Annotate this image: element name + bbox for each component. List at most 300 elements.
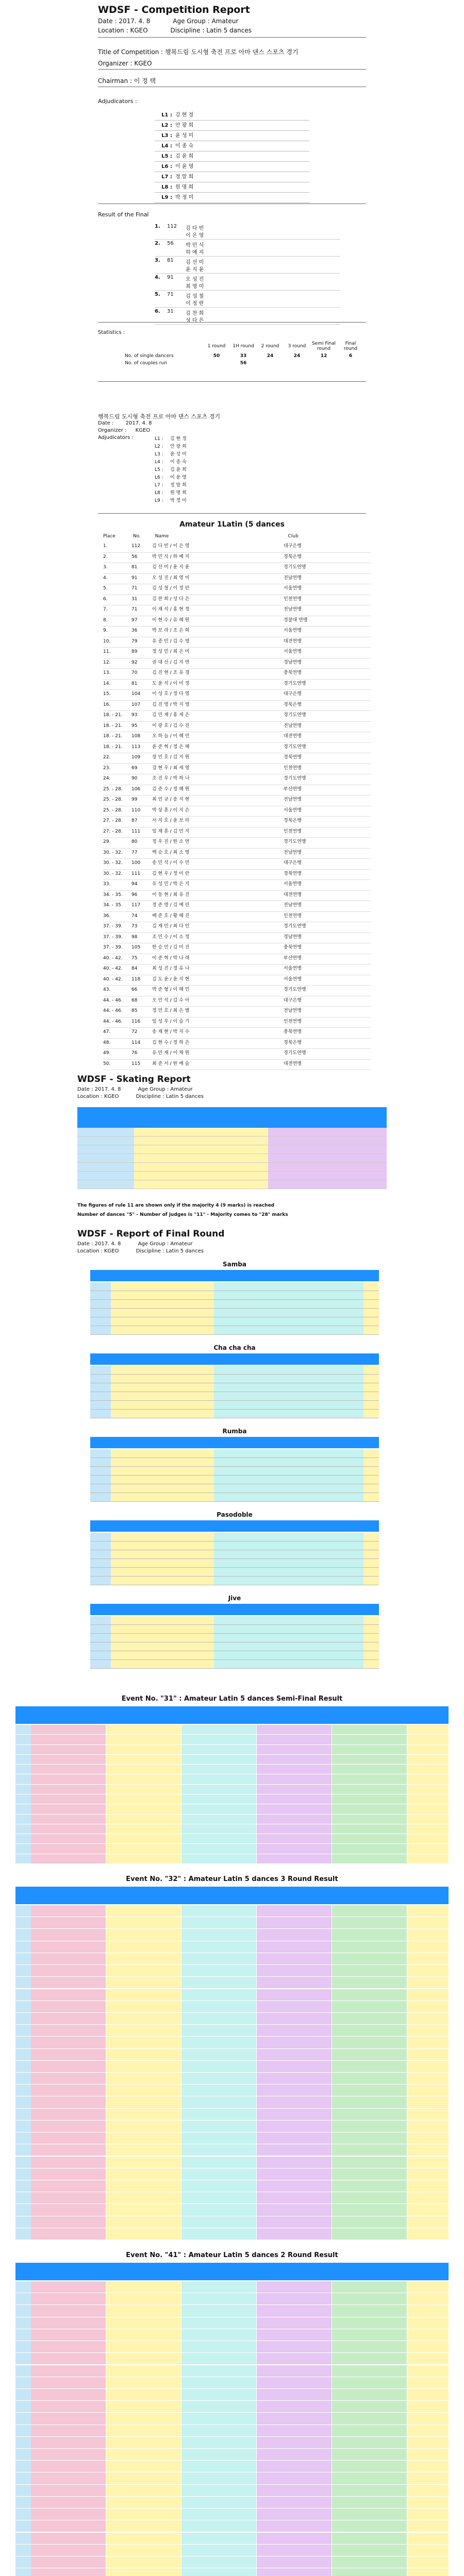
- event-row: [15, 1804, 449, 1814]
- dance-marks-cell: [106, 1941, 181, 1953]
- dance-block: [90, 1595, 379, 1672]
- couple-cell: [90, 1559, 111, 1567]
- couple-number-cell: [15, 2204, 31, 2215]
- place: 50.: [103, 1061, 111, 1066]
- dance-marks-cell: [332, 2180, 407, 2192]
- total-cell: [407, 2037, 449, 2048]
- dance-marks-cell: [332, 2228, 407, 2240]
- result-row: [103, 743, 371, 754]
- couple-number-cell: [15, 1725, 31, 1734]
- dance-marks-cell: [106, 2341, 181, 2352]
- stat-single-row: [124, 352, 364, 360]
- final-result-label: Result of the Final: [98, 211, 149, 218]
- event-row: [15, 1785, 449, 1794]
- result-cell: [363, 1476, 379, 1484]
- skating-row: [77, 1172, 387, 1180]
- dance-marks-cell: [332, 1989, 407, 2001]
- total-cell: [407, 2049, 449, 2060]
- club: 서울연맹: [284, 976, 302, 982]
- stat-value: [257, 360, 284, 367]
- adjudicator-code: L3 :: [155, 452, 163, 457]
- club: 경북연맹: [284, 871, 302, 876]
- dance-marks-cell: [181, 2084, 256, 2096]
- club: 충북연맹: [284, 1029, 302, 1035]
- couple-name: 윤 준 혁 / 정 은 혜: [152, 744, 190, 750]
- couple-number: 75: [131, 955, 138, 961]
- result-row: [103, 626, 371, 637]
- place: 34. - 35.: [103, 903, 123, 908]
- adjudicator-name: 이 종 숙: [175, 143, 194, 149]
- dance-marks-cell: [257, 2520, 332, 2532]
- dance-marks-cell: [181, 2377, 256, 2388]
- dance-row: [90, 1660, 379, 1669]
- couple-cell: [90, 1366, 111, 1374]
- result-row: [103, 1028, 371, 1039]
- couple-name: 김 현 우 / 정 미 란: [152, 871, 190, 876]
- place: 36.: [103, 913, 111, 919]
- stat-round-header: Final round: [343, 341, 358, 351]
- event-row: [15, 2281, 449, 2293]
- dance-marks-cell: [257, 1755, 332, 1764]
- dance-name: Pasodoble: [217, 1511, 253, 1518]
- total-cell: [407, 1989, 449, 2001]
- dance-header-bar: [90, 1437, 379, 1448]
- total-cell: [407, 2061, 449, 2072]
- dance-marks-cell: [31, 1953, 106, 1964]
- event-row: [15, 2556, 449, 2568]
- dance-marks-cell: [332, 1755, 407, 1764]
- dance-row: [90, 1616, 379, 1625]
- total-cell: [407, 2389, 449, 2400]
- dance-marks-cell: [257, 2144, 332, 2156]
- skating-rule11-cell: [268, 1128, 387, 1136]
- couple-name: 유 성 민 / 박 은 지: [152, 882, 190, 887]
- couple-cell: [90, 1291, 111, 1299]
- couple-name: 김 현 수 / 정 하 은: [152, 1040, 190, 1045]
- dance-marks-cell: [332, 1905, 407, 1917]
- result-row: [103, 648, 371, 658]
- dance-marks-cell: [181, 2365, 256, 2377]
- skating-marks-cell: [134, 1128, 268, 1136]
- dance-marks-cell: [332, 2329, 407, 2341]
- dance-marks-cell: [31, 1725, 106, 1734]
- dance-marks-cell: [181, 2192, 256, 2204]
- couple-name: 김 찬 희 / 성 다 은: [152, 596, 190, 602]
- club: 충북연맹: [284, 945, 302, 950]
- couple-number: 106: [131, 786, 141, 792]
- dance-marks-cell: [106, 1804, 181, 1814]
- marks-cell: [111, 1559, 214, 1567]
- result-cell: [363, 1559, 379, 1567]
- result-row: [103, 986, 371, 996]
- couple-cell: [90, 1410, 111, 1418]
- couple-cell: [90, 1282, 111, 1291]
- club: 경남연맹: [284, 659, 302, 665]
- couple-number: 68: [131, 997, 138, 1003]
- couple-number-cell: [15, 2449, 31, 2460]
- skating-rule11-cell: [268, 1154, 387, 1162]
- couple-number: 91: [167, 275, 174, 280]
- club: 경기도연맹: [284, 839, 306, 844]
- couple-number-cell: [15, 1804, 31, 1814]
- adjudicators-label: Adjudicators :: [98, 98, 137, 105]
- couple-number: 90: [131, 776, 138, 781]
- dance-marks-cell: [31, 2281, 106, 2293]
- couple-cell: [90, 1476, 111, 1484]
- result-cell: [363, 1550, 379, 1558]
- dance-marks-cell: [106, 2485, 181, 2496]
- event-row: [15, 2520, 449, 2532]
- result-row: [103, 1049, 371, 1060]
- place: 40. - 42.: [103, 966, 123, 971]
- event-row: [15, 2305, 449, 2316]
- club: 전남연맹: [284, 850, 302, 855]
- total-cell: [407, 2497, 449, 2508]
- dance-marks-cell: [31, 2180, 106, 2192]
- event-section: [0, 1875, 464, 2246]
- dance-marks-cell: [181, 2545, 256, 2556]
- dance-marks-cell: [181, 1785, 256, 1794]
- marks-cell: [111, 1642, 214, 1651]
- dance-marks-cell: [332, 2204, 407, 2215]
- couple-number-cell: [15, 2216, 31, 2228]
- dance-marks-cell: [332, 2425, 407, 2436]
- result-cell: [363, 1616, 379, 1624]
- dance-marks-cell: [31, 2461, 106, 2472]
- couple-number: 72: [131, 1029, 138, 1035]
- adjudicator-name: 윤 성 미: [175, 133, 194, 139]
- discipline-label: Discipline :: [136, 1094, 164, 1099]
- skating-meta-2: [77, 1094, 204, 1099]
- couple-number: 108: [131, 734, 141, 739]
- dance-marks-cell: [106, 1735, 181, 1744]
- dance-marks-cell: [257, 2180, 332, 2192]
- dance-marks-cell: [106, 2192, 181, 2204]
- couple-number: 71: [131, 586, 138, 591]
- dance-marks-cell: [332, 1815, 407, 1824]
- dance-marks-cell: [31, 2365, 106, 2377]
- couple-number: 31: [167, 309, 174, 314]
- comp-title-repeat: 행복드림 도시형 축전 프로 아마 댄스 스포츠 경기: [98, 413, 220, 420]
- couple-number-cell: [15, 2144, 31, 2156]
- adjudicator-name: 김 현 정: [170, 436, 187, 442]
- couple-number-cell: [15, 1774, 31, 1784]
- place: 18. - 21.: [103, 744, 123, 750]
- event-row: [15, 1905, 449, 1917]
- dance-marks-cell: [181, 1854, 256, 1863]
- couple-number: 73: [131, 924, 138, 929]
- dance-marks-cell: [332, 1953, 407, 1964]
- couple-number-cell: [15, 2025, 31, 2036]
- dance-marks-cell: [332, 2472, 407, 2484]
- club: 대전연맹: [284, 734, 302, 739]
- adjudicator-code: L2 :: [161, 123, 172, 128]
- place: 18. - 21.: [103, 713, 123, 718]
- divider: [98, 381, 366, 382]
- dance-marks-cell: [31, 2317, 106, 2329]
- marks-cell: [111, 1577, 214, 1585]
- couple-number-cell: [15, 2545, 31, 2556]
- result-row: [103, 817, 371, 827]
- total-cell: [407, 2377, 449, 2388]
- dance-marks-cell: [332, 2192, 407, 2204]
- total-cell: [407, 2192, 449, 2204]
- adjudicator-row: [155, 182, 309, 193]
- dance-marks-cell: [106, 2389, 181, 2400]
- result-row: [103, 880, 371, 891]
- dance-row: [90, 1375, 379, 1383]
- result-row: [103, 616, 371, 627]
- place: 43.: [103, 987, 111, 992]
- dance-marks-cell: [31, 2132, 106, 2144]
- dance-marks-cell: [257, 2096, 332, 2108]
- dance-marks-cell: [31, 1989, 106, 2001]
- place: 16.: [103, 702, 111, 707]
- adjudicator-code: L8 :: [155, 490, 163, 496]
- event-row: [15, 2073, 449, 2084]
- marks-cell: [111, 1300, 214, 1308]
- place: 5.: [103, 586, 108, 591]
- dance-marks-cell: [181, 1824, 256, 1834]
- dance-marks-cell: [106, 2037, 181, 2048]
- event-row: [15, 2096, 449, 2108]
- couple-number-cell: [15, 1735, 31, 1744]
- places-cell: [214, 1309, 363, 1317]
- result-row: [103, 785, 371, 796]
- total-cell: [407, 1905, 449, 1917]
- dance-marks-cell: [31, 2157, 106, 2168]
- couple-number-cell: [15, 2192, 31, 2204]
- dance-marks-cell: [106, 2144, 181, 2156]
- club: 대전연맹: [284, 1061, 302, 1066]
- places-cell: [214, 1383, 363, 1392]
- dance-name: Samba: [223, 1261, 246, 1268]
- result-row: [103, 563, 371, 574]
- dance-marks-cell: [31, 2497, 106, 2508]
- dance-marks-cell: [31, 2061, 106, 2072]
- dance-marks-cell: [31, 1854, 106, 1863]
- couple-number-cell: [15, 2556, 31, 2568]
- event-row: [15, 2109, 449, 2120]
- event-row: [15, 2121, 449, 2132]
- date-repeat-row: [98, 420, 152, 426]
- organizer: KGEO: [134, 60, 152, 67]
- places-cell: [214, 1533, 363, 1541]
- dance-marks-cell: [257, 2049, 332, 2060]
- couple-name: 김 선 미 / 윤 지 윤: [152, 565, 190, 570]
- couple-cell: [90, 1392, 111, 1400]
- couple-number: 31: [131, 596, 138, 602]
- club: 인천연맹: [284, 765, 302, 771]
- place: 13.: [103, 670, 111, 675]
- skating-row: [77, 1137, 387, 1145]
- dance-marks-cell: [257, 2497, 332, 2508]
- result-cell: [363, 1317, 379, 1326]
- adjudicator-name: 안 광 희: [175, 123, 194, 128]
- event-row: [15, 2413, 449, 2424]
- skating-marks-cell: [134, 1145, 268, 1154]
- dance-marks-cell: [106, 2413, 181, 2424]
- dance-marks-cell: [31, 1774, 106, 1784]
- dance-marks-cell: [257, 2365, 332, 2377]
- dance-marks-cell: [332, 2121, 407, 2132]
- dance-marks-cell: [106, 2520, 181, 2532]
- club: 인천연맹: [284, 828, 302, 834]
- dance-marks-cell: [31, 2449, 106, 2460]
- dance-marks-cell: [106, 2497, 181, 2508]
- couple-number-cell: [15, 2365, 31, 2377]
- couple-number-cell: [15, 2520, 31, 2532]
- dance-marks-cell: [106, 1929, 181, 1940]
- total-cell: [407, 2533, 449, 2544]
- header-meta: [98, 18, 387, 25]
- age-group-value: Amateur: [170, 1087, 193, 1092]
- marks-cell: [111, 1317, 214, 1326]
- skating-rule11-cell: [268, 1145, 387, 1154]
- result-row: [103, 764, 371, 775]
- dance-marks-cell: [31, 1824, 106, 1834]
- result-row: [103, 891, 371, 902]
- dance-row: [90, 1541, 379, 1550]
- dance-row: [90, 1401, 379, 1410]
- adjudicator-code: L7 :: [161, 174, 172, 180]
- total-cell: [407, 2449, 449, 2460]
- result-cell: [363, 1309, 379, 1317]
- dance-marks-cell: [332, 2061, 407, 2072]
- total-cell: [407, 2073, 449, 2084]
- discipline-label: Discipline :: [136, 1248, 164, 1254]
- event-row: [15, 2037, 449, 2048]
- dance-marks-cell: [31, 2545, 106, 2556]
- couple-cell: [90, 1642, 111, 1651]
- total-cell: [407, 2204, 449, 2215]
- dance-marks-cell: [332, 2497, 407, 2508]
- skating-note-2: Number of dances "5" - Number of judges is "11" - Majority comes to "28" marks: [77, 1212, 288, 1217]
- dance-marks-cell: [181, 2144, 256, 2156]
- report-title: WDSF - Competition Report: [98, 4, 250, 15]
- skating-couple-cell: [77, 1128, 134, 1136]
- club: 인천연맹: [284, 1019, 302, 1024]
- dance-marks-cell: [106, 1977, 181, 1988]
- result-row: [103, 975, 371, 986]
- couple-number: 66: [131, 987, 138, 992]
- couple-name: 서 지 호 / 윤 보 라: [152, 818, 190, 823]
- result-row: [103, 574, 371, 585]
- total-cell: [407, 2341, 449, 2352]
- total-cell: [407, 2556, 449, 2568]
- couple-number-cell: [15, 1917, 31, 1928]
- place: 18. - 21.: [103, 734, 123, 739]
- event-section: [0, 1695, 464, 1870]
- dance-marks-cell: [332, 1765, 407, 1774]
- place: 47.: [103, 1029, 111, 1035]
- adjudicator-code: L1 :: [161, 112, 172, 118]
- dance-marks-cell: [106, 1905, 181, 1917]
- couple-name: 임 성 우 / 이 슬 기: [152, 1019, 190, 1024]
- final-result-row: [155, 257, 340, 274]
- total-cell: [407, 2509, 449, 2520]
- dance-marks-cell: [332, 2013, 407, 2024]
- club: 부산연맹: [284, 955, 302, 961]
- dance-marks-cell: [181, 2437, 256, 2448]
- adjudicator-row: [155, 131, 309, 141]
- dance-marks-cell: [106, 1725, 181, 1734]
- dance-marks-cell: [181, 2121, 256, 2132]
- marks-cell: [111, 1410, 214, 1418]
- stat-round-header: 2 round: [261, 344, 279, 349]
- result-row: [103, 680, 371, 690]
- places-cell: [214, 1651, 363, 1659]
- adjudicator-name: 정 말 희: [170, 483, 187, 488]
- club: 경북연맹: [284, 755, 302, 760]
- couple-number: 118: [131, 976, 141, 982]
- club: 경기도연맹: [284, 924, 306, 929]
- place: 4.: [155, 275, 160, 280]
- dance-marks-cell: [31, 2109, 106, 2120]
- couple-number-cell: [15, 1785, 31, 1794]
- couple-number-cell: [15, 1941, 31, 1953]
- date-label: Date :: [77, 1241, 93, 1247]
- places-cell: [214, 1467, 363, 1475]
- place: 37. - 39.: [103, 945, 123, 950]
- result-row: [103, 933, 371, 944]
- stat-blank: [124, 340, 203, 352]
- event-row: [15, 2180, 449, 2192]
- organizer-label: Organizer :: [98, 428, 128, 433]
- dance-marks-cell: [31, 1765, 106, 1774]
- total-cell: [407, 2485, 449, 2496]
- couple-number-cell: [15, 2533, 31, 2544]
- final-report-title: WDSF - Report of Final Round: [77, 1229, 225, 1239]
- organizer: KGEO: [135, 428, 151, 433]
- dance-marks-cell: [181, 2305, 256, 2316]
- couple-name: 조 민 수 / 이 소 정: [152, 934, 190, 940]
- couple-number-cell: [15, 2001, 31, 2012]
- couple-number-cell: [15, 2037, 31, 2048]
- dance-marks-cell: [106, 2377, 181, 2388]
- places-cell: [214, 1559, 363, 1567]
- dance-row: [90, 1568, 379, 1577]
- dance-marks-cell: [31, 2001, 106, 2012]
- result-row: [103, 690, 371, 701]
- total-cell: [407, 2293, 449, 2304]
- skating-rule11-cell: [268, 1163, 387, 1171]
- couple-number: 110: [131, 807, 141, 813]
- event-row: [15, 2192, 449, 2204]
- event-results: [0, 1695, 464, 2576]
- event-row: [15, 2497, 449, 2508]
- couple-number: 77: [131, 850, 138, 855]
- couple-name: 김 다 빈 / 이 은 영: [152, 544, 190, 549]
- event-row: [15, 1917, 449, 1928]
- couple-name: 이 광 호 / 김 수 진: [152, 723, 190, 728]
- dance-marks-cell: [31, 2037, 106, 2048]
- adjudicator-name: 박 정 미: [170, 498, 187, 503]
- dance-marks-cell: [257, 1953, 332, 1964]
- dance-marks-cell: [106, 2545, 181, 2556]
- couple-number-cell: [15, 2389, 31, 2400]
- event-row: [15, 2317, 449, 2329]
- couple-number: 56: [167, 241, 174, 246]
- dance-marks-cell: [31, 2520, 106, 2532]
- result-cell: [363, 1484, 379, 1493]
- dance-marks-cell: [332, 2037, 407, 2048]
- dance-marks-cell: [332, 1917, 407, 1928]
- dance-marks-cell: [106, 2061, 181, 2072]
- places-cell: [214, 1634, 363, 1642]
- location-label: Location :: [98, 27, 128, 34]
- dance-marks-cell: [332, 1929, 407, 1940]
